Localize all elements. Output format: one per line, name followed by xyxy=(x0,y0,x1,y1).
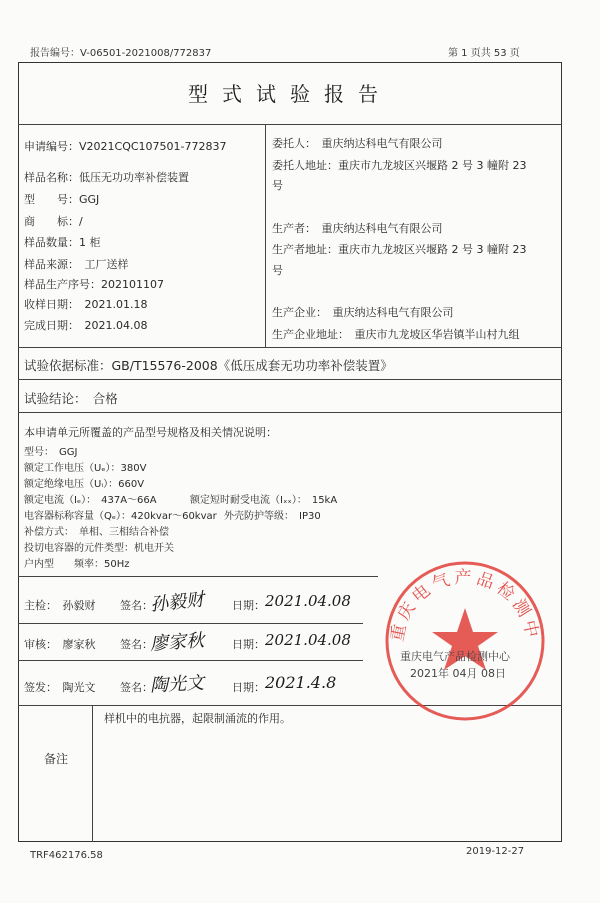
test-conclusion: 试验结论： 合格 xyxy=(24,391,118,406)
producer-address-cont: 号 xyxy=(272,264,283,277)
report-title: 型式试验报告 xyxy=(188,82,392,106)
sample-name: 样品名称：低压无功功率补偿装置 xyxy=(24,171,189,184)
trademark-row xyxy=(24,213,83,229)
reviewer-signature: 廖家秋 xyxy=(149,630,205,655)
application-no: 申请编号：V2021CQC107501-772837 xyxy=(24,140,227,153)
inspector: 主检： 孙毅财 xyxy=(24,599,96,612)
approver-date-label: 日期： xyxy=(232,681,265,694)
spec-indoor-frequency: 户内型 频率：50Hz xyxy=(24,559,130,570)
form-date: 2019-12-27 xyxy=(466,846,525,857)
sample-serial: 样品生产序号：202101107 xyxy=(24,278,164,291)
inspector-signature: 孙毅财 xyxy=(149,589,206,616)
spec-compensation: 补偿方式： 单相、三相结合补偿 xyxy=(24,527,169,538)
test-standard: 试验依据标准：GB/T15576-2008《低压成套无功功率补偿装置》 xyxy=(24,358,393,373)
spec-rated-current: 额定电流（Iₑ）： 437A～66A xyxy=(24,495,157,506)
remarks-text: 样机中的电抗器，起限制涌流的作用。 xyxy=(104,712,291,725)
spec-switch-type: 投切电容器的元件类型：机电开关 xyxy=(24,543,174,554)
sample-source: 样品来源： 工厂送样 xyxy=(24,258,129,271)
completed-date: 完成日期： 2021.04.08 xyxy=(24,319,148,332)
remarks-label: 备注 xyxy=(44,752,69,766)
divider-info xyxy=(18,347,562,348)
approver-date: 2021.4.8 xyxy=(265,673,337,692)
inspector-date-label: 日期： xyxy=(232,599,265,612)
producer-address: 生产者地址：重庆市九龙坡区兴堰路 2 号 3 幢附 23 xyxy=(272,243,527,256)
divider-vertical-remarks xyxy=(92,705,93,842)
spec-insulation-voltage: 额定绝缘电压（Uᵢ）：660V xyxy=(24,479,145,490)
spec-capacity: 电容器标称容量（Qₑ）：420kvar～60kvar xyxy=(24,511,217,522)
trademark-value: / xyxy=(79,215,83,228)
reviewer-sign-label: 签名： xyxy=(120,638,153,651)
divider-vertical-info xyxy=(265,124,266,347)
page-info: 第 1 页共 53 页 xyxy=(448,48,520,59)
trademark-label: 商 标： xyxy=(24,215,79,228)
spec-rated-voltage: 额定工作电压（Uₑ）：380V xyxy=(24,463,147,474)
approver: 签发： 陶光文 xyxy=(24,681,96,694)
sample-quantity: 样品数量：1 柜 xyxy=(24,236,101,249)
seal-ring-text: 重庆电气产品检测中 xyxy=(387,567,543,644)
model-label: 型 号： xyxy=(24,193,79,206)
divider-specs xyxy=(18,576,378,577)
divider-standard xyxy=(18,379,562,380)
official-seal xyxy=(380,556,550,726)
model-row xyxy=(24,191,99,207)
form-number: TRF462176.58 xyxy=(30,850,103,861)
model-value: GGJ xyxy=(79,193,100,206)
spec-ip-rating: 外壳防护等级： IP30 xyxy=(224,511,321,522)
divider-conclusion xyxy=(18,412,562,413)
reviewer-date-label: 日期： xyxy=(232,638,265,651)
received-date: 收样日期： 2021.01.18 xyxy=(24,298,148,311)
factory: 生产企业： 重庆纳达科电气有限公司 xyxy=(272,306,454,319)
stamp-date: 2021年 04月 08日 xyxy=(410,667,506,680)
client: 委托人： 重庆纳达科电气有限公司 xyxy=(272,137,443,150)
approver-signature: 陶光文 xyxy=(149,672,205,697)
spec-model: 型号： GGJ xyxy=(24,447,78,458)
divider-title xyxy=(18,124,562,125)
factory-address: 生产企业地址： 重庆市九龙坡区华岩镇半山村九组 xyxy=(272,328,520,341)
reviewer-date: 2021.04.08 xyxy=(265,631,351,649)
reviewer: 审核： 廖家秋 xyxy=(24,638,96,651)
divider-sign-2 xyxy=(18,660,363,661)
client-address: 委托人地址：重庆市九龙坡区兴堰路 2 号 3 幢附 23 xyxy=(272,159,527,172)
producer: 生产者： 重庆纳达科电气有限公司 xyxy=(272,222,443,235)
specs-intro: 本申请单元所覆盖的产品型号规格及相关情况说明： xyxy=(24,426,277,439)
inspector-date: 2021.04.08 xyxy=(265,592,351,610)
spec-short-time-current: 额定短时耐受电流（Iₓₓ）： 15kA xyxy=(190,495,338,506)
report-number: 报告编号：V-06501-2021008/772837 xyxy=(30,48,212,59)
stamp-org-name: 重庆电气产品检测中心 xyxy=(400,650,510,663)
client-address-cont: 号 xyxy=(272,179,283,192)
inspector-sign-label: 签名： xyxy=(120,599,153,612)
divider-sign-1 xyxy=(18,623,363,624)
approver-sign-label: 签名： xyxy=(120,681,153,694)
